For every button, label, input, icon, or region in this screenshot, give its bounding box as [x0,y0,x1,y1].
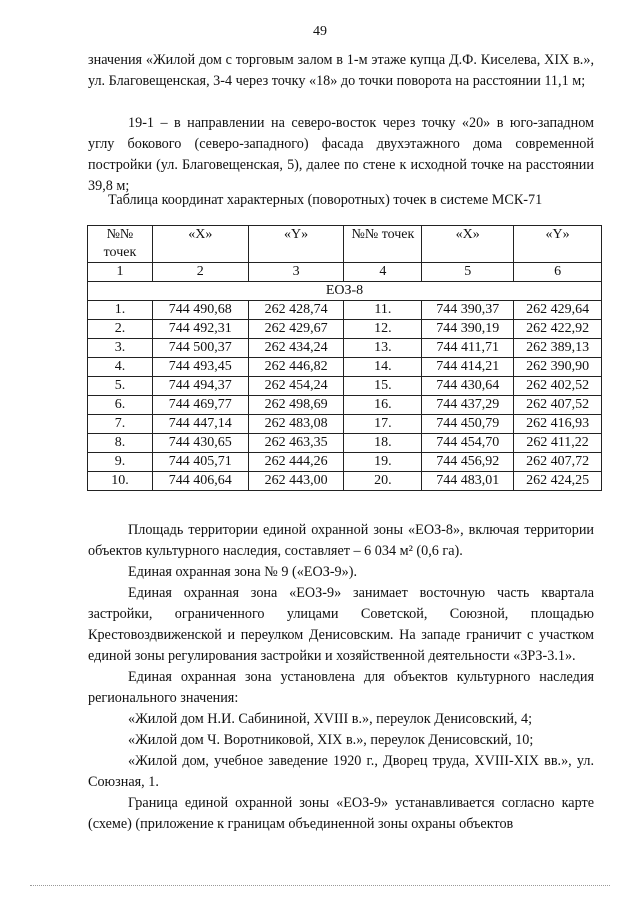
table-caption: Таблица координат характерных (поворотных) точек в системе МСК-71 [108,192,543,208]
table-cell: 262 424,25 [514,472,602,491]
table-row [88,415,602,434]
table-cell: 262 498,69 [248,396,344,415]
object-item-3: «Жилой дом, учебное заведение 1920 г., Дворец труда, XVIII-XIX вв.», ул. Союзная, 1. [88,753,594,790]
table-row [88,358,602,377]
table-cell: 20. [344,472,422,491]
table-cell: 744 437,29 [422,396,514,415]
table-cell: 744 493,45 [152,358,248,377]
table-cell: 744 390,37 [422,301,514,320]
table-cell: 262 443,00 [248,472,344,491]
column-number-row [88,263,602,282]
table-cell: 262 411,22 [514,434,602,453]
table-cell: 4. [88,358,153,377]
table-cell: 744 405,71 [152,453,248,472]
table-cell: 2. [88,320,153,339]
col-number: 6 [514,263,602,282]
table-cell: 13. [344,339,422,358]
table-cell: 744 430,64 [422,377,514,396]
table-cell: 262 416,93 [514,415,602,434]
table-cell: 262 389,13 [514,339,602,358]
table-cell: 11. [344,301,422,320]
table-cell: 12. [344,320,422,339]
table-cell: 744 490,68 [152,301,248,320]
header-points: №№ точек [88,226,153,263]
table-cell: 262 407,52 [514,396,602,415]
table-cell: 744 430,65 [152,434,248,453]
table-cell: 262 428,74 [248,301,344,320]
table-cell: 14. [344,358,422,377]
header-x: «X» [152,226,248,263]
header-y: «Y» [248,226,344,263]
col-number: 5 [422,263,514,282]
table-cell: 744 494,37 [152,377,248,396]
table-cell: 744 456,92 [422,453,514,472]
table-cell: 262 429,64 [514,301,602,320]
header-points-2: №№ точек [344,226,422,263]
table-cell: 18. [344,434,422,453]
table-cell: 744 500,37 [152,339,248,358]
object-item-2: «Жилой дом Ч. Воротниковой, XIX в.», переулок Денисовский, 10; [128,732,534,748]
table-cell: 262 429,67 [248,320,344,339]
scan-edge-line [30,885,610,888]
table-cell: 744 390,19 [422,320,514,339]
table-cell: 744 411,71 [422,339,514,358]
zone-9-description: Единая охранная зона «ЕОЗ-9» занимает восточную часть квартала застройки, ограниченного улицами Советской, Союзной, площадью Крестовоздвиженской и переулком Денисовским. На западе граничит с участком единой зоны регулирования застройки и хозяйственной деятельности «ЗРЗ-3.1». [88,585,594,664]
table-cell: 19. [344,453,422,472]
coordinates-table [87,225,602,491]
table-cell: 744 447,14 [152,415,248,434]
table-cell: 9. [88,453,153,472]
table-row [88,472,602,491]
table-row [88,301,602,320]
boundary-paragraph: Граница единой охранной зоны «ЕОЗ-9» устанавливается согласно карте (схеме) (приложение к границам объединенной зоны охраны объектов [88,795,594,832]
table-cell: 262 444,26 [248,453,344,472]
table-cell: 744 414,21 [422,358,514,377]
table-body [88,301,602,491]
table-cell: 262 402,52 [514,377,602,396]
table-cell: 8. [88,434,153,453]
intro-paragraph-2: 19-1 – в направлении на северо-восток через точку «20» в юго-западном углу бокового (северо-западного) фасада двухэтажного дома современной постройки (ул. Благовещенская, 5), далее по стене к исходной точке на расстоянии 39,8 м; [88,115,594,194]
table-cell: 3. [88,339,153,358]
header-y-2: «Y» [514,226,602,263]
table-cell: 262 463,35 [248,434,344,453]
table-cell: 262 483,08 [248,415,344,434]
table-cell: 744 483,01 [422,472,514,491]
table-header-row [88,226,602,263]
table-row [88,453,602,472]
table-cell: 262 407,72 [514,453,602,472]
table-row [88,339,602,358]
table-row [88,434,602,453]
table-cell: 744 406,64 [152,472,248,491]
col-number: 4 [344,263,422,282]
col-number: 1 [88,263,153,282]
table-cell: 262 446,82 [248,358,344,377]
table-cell: 744 469,77 [152,396,248,415]
table-row [88,396,602,415]
header-x-2: «X» [422,226,514,263]
table-cell: 262 434,24 [248,339,344,358]
zone-label: ЕОЗ-8 [88,282,602,301]
table-row [88,377,602,396]
table-cell: 17. [344,415,422,434]
page-number: 49 [313,24,327,39]
table-cell: 744 492,31 [152,320,248,339]
table-cell: 15. [344,377,422,396]
zone-row [88,282,602,301]
table-cell: 6. [88,396,153,415]
intro-paragraph-1: значения «Жилой дом с торговым залом в 1-м этаже купца Д.Ф. Киселева, XIX в.», ул. Благовещенская, 3-4 через точку «18» до точки поворота на расстоянии 11,1 м; [88,52,594,89]
object-item-1: «Жилой дом Н.И. Сабининой, XVIII в.», переулок Денисовский, 4; [128,711,533,727]
zone-9-heading: Единая охранная зона № 9 («ЕОЗ-9»). [128,564,358,580]
table-cell: 5. [88,377,153,396]
area-paragraph: Площадь территории единой охранной зоны «ЕОЗ-8», включая территории объектов культурного наследия, составляет – 6 034 м² (0,6 га). [88,522,594,559]
table-cell: 262 422,92 [514,320,602,339]
table-cell: 7. [88,415,153,434]
table-cell: 262 390,90 [514,358,602,377]
table-cell: 10. [88,472,153,491]
table-cell: 16. [344,396,422,415]
table-cell: 744 450,79 [422,415,514,434]
table-cell: 262 454,24 [248,377,344,396]
table-cell: 1. [88,301,153,320]
zone-9-objects-intro: Единая охранная зона установлена для объектов культурного наследия регионального значения: [88,669,594,706]
table-row [88,320,602,339]
col-number: 3 [248,263,344,282]
table-cell: 744 454,70 [422,434,514,453]
col-number: 2 [152,263,248,282]
